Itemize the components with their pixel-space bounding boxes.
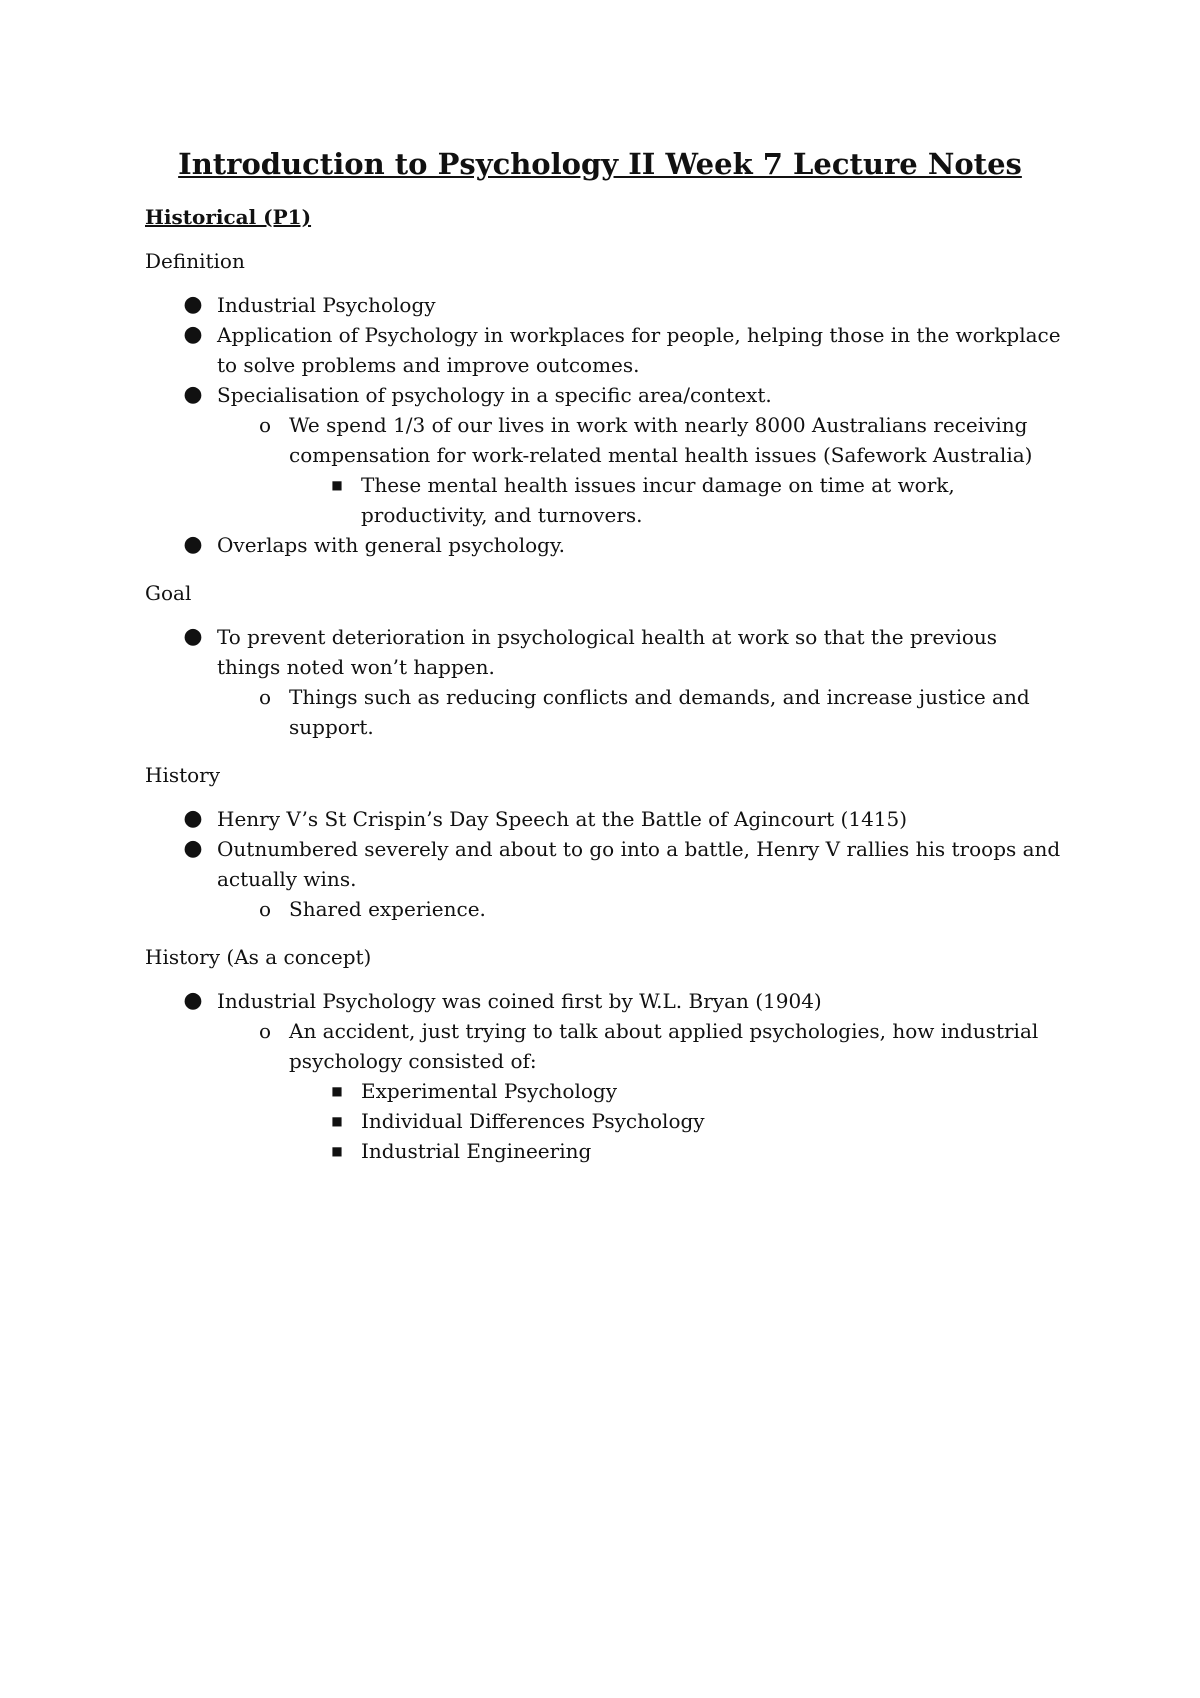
bullet-icon: ●: [183, 292, 203, 317]
list-item: ■ Industrial Engineering: [289, 1136, 1065, 1166]
list-item: ● Overlaps with general psychology.: [145, 530, 1065, 560]
list-item: o We spend 1/3 of our lives in work with nearly 8000 Australians receiving compensation for work-related mental health issues (Safework Australia) ■ These mental health issues incur damage on time at work, productivity, and turnovers.: [217, 410, 1065, 530]
bullet-icon: ●: [183, 806, 203, 831]
section-heading-historical: Historical (P1): [145, 205, 312, 229]
list-item: ● Henry V’s St Crispin’s Day Speech at the Battle of Agincourt (1415): [145, 804, 1065, 834]
square-bullet-icon: ■: [331, 1114, 343, 1128]
bullet-icon: ●: [183, 988, 203, 1013]
sub-list: [217, 682, 1065, 742]
square-bullet-icon: ■: [331, 478, 343, 492]
sub-list: [217, 410, 1065, 530]
list-item: ■ Individual Differences Psychology: [289, 1106, 1065, 1136]
list-item: o Shared experience.: [217, 894, 1065, 924]
bullet-icon: ●: [183, 836, 203, 861]
list-item: ● Outnumbered severely and about to go into a battle, Henry V rallies his troops and actually wins. o Shared experience.: [145, 834, 1065, 924]
sub-sub-list: [289, 470, 1065, 530]
document-title: Introduction to Psychology II Week 7 Lecture Notes: [178, 147, 1022, 181]
subheading-history: History: [145, 763, 221, 787]
list-item: ● Application of Psychology in workplaces for people, helping those in the workplace to solve problems and improve outcomes.: [183, 322, 1061, 377]
square-bullet-icon: ■: [331, 1144, 343, 1158]
list-item: ● Specialisation of psychology in a specific area/context. o We spend 1/3 of our lives in work with nearly 8000 Australians receiving compensation for work-related mental health issues (Safework Australia) ■ These mental health issues incur damage on time at work, productivity, and turnovers.: [145, 380, 1065, 530]
list-item: ■ Experimental Psychology: [289, 1076, 1065, 1106]
sub-list: [217, 894, 1065, 924]
definition-list: [145, 290, 1065, 560]
bullet-icon: ●: [183, 624, 203, 649]
subheading-history-concept: History (As a concept): [145, 945, 372, 969]
bullet-icon: ●: [183, 532, 203, 557]
circle-bullet-icon: o: [258, 685, 272, 709]
history-concept-list: [145, 986, 1065, 1166]
list-item: ■ These mental health issues incur damage on time at work, productivity, and turnovers.: [289, 470, 1065, 530]
document-body: [145, 246, 1065, 1184]
list-item: ● Industrial Psychology was coined first by W.L. Bryan (1904) o An accident, just trying to talk about applied psychologies, how industrial psychology consisted of: ■ Experimental Psychology ■ Individual Differences Psychology ■ Industrial Engineering: [145, 986, 1065, 1166]
circle-bullet-icon: o: [258, 897, 272, 921]
square-bullet-icon: ■: [331, 1084, 343, 1098]
list-item: o An accident, just trying to talk about applied psychologies, how industrial psychology consisted of: ■ Experimental Psychology ■ Individual Differences Psychology ■ Industrial Engineering: [217, 1016, 1065, 1166]
bullet-icon: ●: [183, 322, 203, 347]
list-item: ● Industrial Psychology: [145, 290, 1065, 320]
list-item: o Things such as reducing conflicts and demands, and increase justice and support.: [217, 682, 1065, 742]
subheading-goal: Goal: [145, 581, 192, 605]
subheading-definition: Definition: [145, 249, 245, 273]
bullet-icon: ●: [183, 382, 203, 407]
sub-list: [217, 1016, 1065, 1166]
history-list: [145, 804, 1065, 924]
circle-bullet-icon: o: [258, 1019, 272, 1043]
list-item: ● To prevent deterioration in psychological health at work so that the previous things noted won’t happen. o Things such as reducing conflicts and demands, and increase justice and support.: [145, 622, 1065, 742]
goal-list: [145, 622, 1065, 742]
circle-bullet-icon: o: [258, 413, 272, 437]
sub-sub-list: [289, 1076, 1065, 1166]
